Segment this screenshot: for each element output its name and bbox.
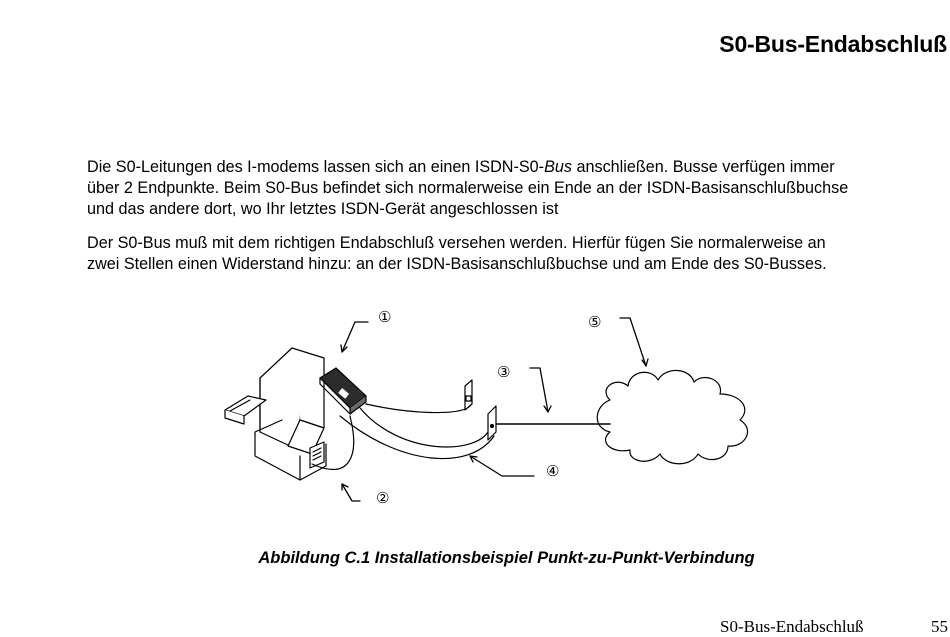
line-text: Die S0-Leitungen des I-modems lassen sich an einen ISDN-S0- bbox=[87, 158, 545, 176]
isdn-network-cloud bbox=[597, 370, 747, 463]
callout-3: ③ bbox=[497, 363, 511, 381]
paragraph-1-line-1 bbox=[87, 157, 947, 178]
paragraph-1-line-3: und das andere dort, wo Ihr letztes ISDN-Gerät angeschlossen ist bbox=[87, 200, 559, 218]
callout-1: ① bbox=[378, 308, 392, 326]
footer-title: S0-Bus-Endabschluß bbox=[720, 617, 864, 636]
cable-loop bbox=[340, 416, 494, 459]
page-title: S0-Bus-Endabschluß bbox=[719, 31, 947, 57]
monitor-illustration bbox=[260, 348, 324, 454]
italic-term: Bus bbox=[544, 158, 572, 176]
page-number: 55 bbox=[931, 617, 948, 636]
installation-diagram bbox=[200, 296, 760, 516]
callout-2: ② bbox=[376, 489, 390, 507]
paragraph-2 bbox=[87, 233, 947, 275]
figure-caption: Abbildung C.1 Installationsbeispiel Punkt-zu-Punkt-Verbindung bbox=[258, 549, 755, 567]
isdn-socket bbox=[488, 406, 496, 440]
wall-jack-small bbox=[465, 380, 472, 410]
line-text: anschließen. Busse verfügen immer bbox=[571, 158, 835, 176]
paragraph-1-line-2: über 2 Endpunkte. Beim S0-Bus befindet sich normalerweise ein Ende an der ISDN-Basisanschlußbuchse bbox=[87, 179, 849, 197]
cable-modem-to-wall-jack bbox=[366, 404, 470, 413]
paragraph-2-line-1: Der S0-Bus muß mit dem richtigen Endabschluß versehen werden. Hierfür fügen Sie normalerweise an bbox=[87, 234, 826, 252]
cable-modem-to-socket bbox=[360, 408, 490, 447]
callout-5: ⑤ bbox=[588, 313, 602, 331]
callout-4: ④ bbox=[546, 462, 560, 480]
paragraph-2-line-2: zwei Stellen einen Widerstand hinzu: an der ISDN-Basisanschlußbuchse und am Ende des S0-Busses. bbox=[87, 255, 827, 273]
paragraph-1 bbox=[87, 157, 947, 220]
modem-illustration bbox=[320, 368, 366, 414]
